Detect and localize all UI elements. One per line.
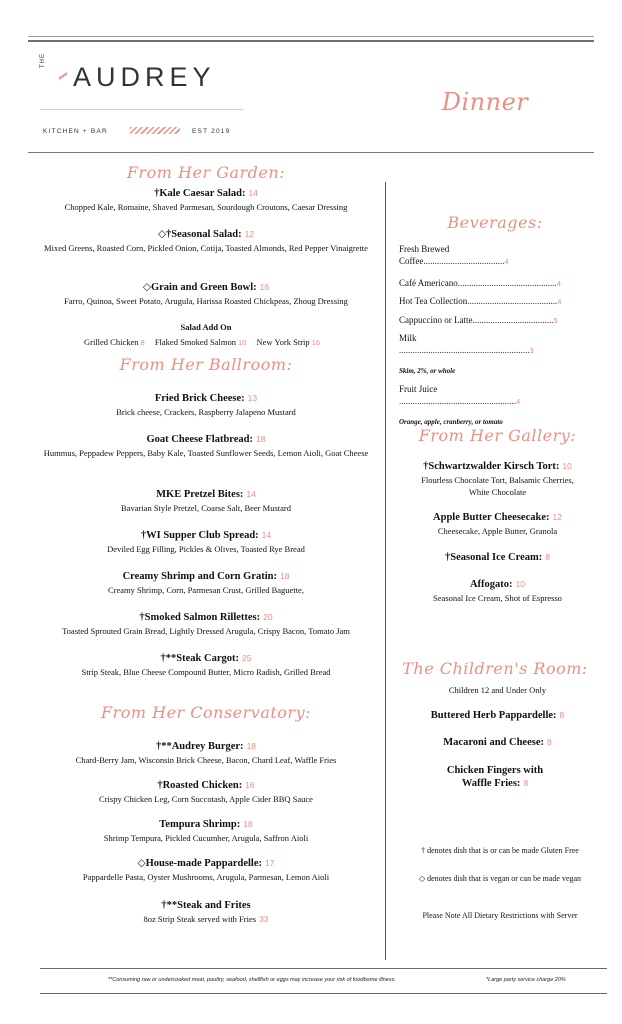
menu-item (28, 857, 384, 884)
addon-title: Salad Add On (180, 322, 232, 332)
item-description: Brick cheese, Crackers, Raspberry Jalapeno Mustard (116, 407, 296, 417)
header-rule-top (28, 36, 594, 37)
beverage-name: Hot Tea Collection (399, 296, 468, 306)
menu-item (28, 570, 384, 597)
item-description: Flourless Chocolate Tort, Balsamic Cherries, White Chocolate (421, 475, 574, 497)
item-name: †**Steak and Frites (161, 900, 251, 911)
logo-divider (40, 109, 243, 110)
item-price: 17 (264, 858, 275, 868)
item-price: 18 (279, 571, 290, 581)
item-price: 8 (559, 710, 565, 720)
menu-item (28, 818, 384, 845)
item-name: ◇†Seasonal Salad: (157, 229, 242, 240)
item-price: 14 (246, 489, 256, 499)
addon-option-price: 16 (311, 338, 320, 347)
item-description: Toasted Sprouted Grain Bread, Lightly Dressed Arugula, Crispy Bacon, Tomato Jam (62, 626, 350, 636)
children-subtitle: Children 12 and Under Only (448, 685, 547, 695)
section-title-conservatory: From Her Conservatory: (100, 703, 312, 722)
menu-item (28, 488, 384, 515)
children-subtitle-wrap (395, 683, 600, 697)
item-name: †Seasonal Ice Cream: (445, 552, 543, 563)
item-price: 13 (247, 393, 258, 403)
item-price: 12 (552, 512, 562, 522)
item-price: 8 (523, 778, 529, 788)
item-description: Crispy Chicken Leg, Corn Succotash, Apple Cider BBQ Sauce (99, 794, 313, 804)
item-price: 16 (259, 282, 270, 292)
beverage-name: Fresh Brewed (399, 244, 450, 254)
item-price: 18 (243, 819, 253, 829)
item-name: †**Audrey Burger: (155, 741, 244, 752)
addon-option-label: Flaked Smoked Salmon (154, 337, 237, 347)
item-price: 8 (546, 737, 552, 747)
legend-dietary: Please Note All Dietary Restrictions with Server (422, 911, 578, 920)
menu-item (395, 460, 600, 498)
leader-dots: .......................................................... (399, 345, 530, 355)
menu-item (28, 529, 384, 556)
item-price: 14 (248, 188, 258, 198)
beverage-item (399, 383, 589, 408)
item-description: 8oz Strip Steak served with Fries (143, 914, 257, 924)
item-name: Goat Cheese Flatbread: (146, 434, 254, 445)
beverage-item (399, 332, 589, 357)
beverage-name: Fruit Juice (399, 384, 438, 394)
item-name: Macaroni and Cheese: (443, 737, 544, 748)
item-price: 33 (259, 914, 269, 924)
addon-option-label: New York Strip (256, 337, 310, 347)
item-name: †Roasted Chicken: (157, 780, 243, 791)
item-price: 14 (261, 530, 272, 540)
item-price: 10 (515, 579, 526, 589)
menu-item (28, 611, 384, 638)
menu-item (395, 551, 600, 564)
footer-rule-bottom (40, 993, 607, 994)
section-title-children: The Children's Room: (402, 659, 588, 678)
item-description: Chopped Kale, Romaine, Shaved Parmesan, Sourdough Croutons, Caesar Dressing (64, 202, 348, 212)
item-name: †Schwartzwalder Kirsch Tort: (423, 461, 560, 472)
beverage-note: Skim, 2%, or whole (399, 367, 456, 375)
menu-item (28, 228, 384, 255)
leader-dots: .................................... (472, 315, 554, 325)
item-description: Farro, Quinoa, Sweet Potato, Arugula, Harissa Roasted Chickpeas, Zhoug Dressing (64, 296, 348, 306)
legend-gluten-free: † denotes dish that is or can be made Gluten Free (421, 846, 579, 855)
item-description: Mixed Greens, Roasted Corn, Pickled Onion, Cotija, Toasted Almonds, Red Pepper Vinaigrette (44, 243, 368, 253)
logo-established: EST 2019 (192, 128, 231, 135)
item-price: 10 (562, 461, 572, 471)
item-description: Creamy Shrimp, Corn, Parmesan Crust, Grilled Baguette, (108, 585, 304, 595)
beverage-name: Cappuccino or Latte (399, 315, 473, 325)
logo-wordmark: AUDREY (73, 62, 216, 92)
item-name: Buttered Herb Pappardelle: (430, 710, 557, 721)
beverage-item (399, 314, 589, 327)
beverage-price: 5 (553, 316, 558, 325)
item-name: Creamy Shrimp and Corn Gratin: (122, 571, 277, 582)
beverage-note: Orange, apple, cranberry, or tomato (399, 418, 503, 426)
beverage-name-line2: Coffee (399, 256, 424, 266)
menu-item (395, 511, 600, 538)
item-name: Affogato: (469, 579, 513, 590)
beverage-price: 4 (556, 279, 561, 288)
item-description: Deviled Egg Filling, Pickles & Olives, Toasted Rye Bread (107, 544, 305, 554)
leader-dots: .................................... (423, 256, 505, 266)
item-name: Fried Brick Cheese: (154, 393, 245, 404)
item-name: ◇Grain and Green Bowl: (142, 282, 257, 293)
item-description: Hummus, Peppadew Peppers, Baby Kale, Toasted Sunflower Seeds, Lemon Aioli, Goat Cheese (43, 448, 369, 458)
item-name: Apple Butter Cheesecake: (433, 512, 550, 523)
header-rule-top-thick (28, 40, 594, 42)
addon-option-price: 10 (238, 338, 247, 347)
section-title-garden: From Her Garden: (126, 163, 286, 182)
legend-vegan: ◇ denotes dish that is vegan or can be made vegan (418, 874, 582, 883)
beverage-price: 4 (557, 297, 562, 306)
leader-dots: ........................................ (467, 296, 558, 306)
beverage-item (399, 295, 589, 308)
item-description: Shrimp Tempura, Pickled Cucumber, Arugula, Saffron Aioli (103, 833, 309, 843)
beverage-name: Milk (399, 333, 417, 343)
beverage-price: 4 (516, 397, 521, 406)
menu-item (440, 764, 550, 790)
footer-food-warning: **Consuming raw or undercooked meat, poultry, seafood, shellfish or eggs may increase your risk of foodborne illness. (108, 977, 396, 983)
page-title: Dinner (441, 88, 529, 116)
menu-item (28, 740, 384, 767)
item-price: 25 (241, 653, 252, 663)
logo-kitchen-bar: KITCHEN + BAR (43, 128, 108, 135)
logo-slash-icon (58, 72, 67, 79)
menu-item (28, 281, 384, 308)
item-price: 20 (263, 612, 273, 622)
item-price: 8 (545, 552, 550, 562)
section-title-ballroom: From Her Ballroom: (119, 355, 293, 374)
item-price: 18 (246, 741, 257, 751)
menu-item (395, 709, 600, 722)
item-description: Seasonal Ice Cream, Shot of Espresso (433, 593, 562, 603)
item-name: †Smoked Salmon Rillettes: (139, 612, 261, 623)
menu-item (28, 779, 384, 806)
addon-option-price: 8 (140, 338, 145, 347)
item-name: †Kale Caesar Salad: (154, 188, 246, 199)
item-price: 16 (245, 780, 255, 790)
item-name: Chicken Fingers with Waffle Fries: (446, 765, 544, 789)
beverage-price: 3 (529, 346, 534, 355)
logo-the: THE (40, 53, 46, 68)
item-description: Cheesecake, Apple Butter, Granola (437, 526, 558, 536)
beverage-name: Café Americano (399, 278, 458, 288)
item-name: Tempura Shrimp: (159, 819, 241, 830)
header-rule-bottom (28, 152, 594, 153)
menu-item (28, 187, 384, 214)
item-name: ◇House-made Pappardelle: (137, 858, 262, 869)
item-name: †**Steak Cargot: (160, 653, 239, 664)
menu-item (395, 736, 600, 749)
footer-rule-top (40, 968, 607, 969)
item-description: Strip Steak, Blue Cheese Compound Butter, Micro Radish, Grilled Bread (81, 667, 331, 677)
item-description: Bavarian Style Pretzel, Coarse Salt, Beer Mustard (121, 503, 291, 513)
beverage-item (399, 277, 589, 290)
beverage-item (399, 243, 589, 268)
menu-item (395, 578, 600, 605)
item-description: Pappardelle Pasta, Oyster Mushrooms, Arugula, Parmesan, Lemon Aioli (82, 872, 330, 882)
footer-service-charge: *Large party service charge 20% (486, 977, 566, 983)
menu-item (28, 433, 384, 460)
menu-item (28, 652, 384, 679)
item-price: 12 (244, 229, 255, 239)
beverage-price: 4 (504, 257, 509, 266)
addon-option-label: Grilled Chicken (83, 337, 139, 347)
logo-stripes-icon (130, 127, 180, 134)
leader-dots: ............................................ (457, 278, 557, 288)
menu-item (28, 899, 384, 926)
item-name: MKE Pretzel Bites: (156, 489, 244, 500)
addon-options (28, 337, 384, 347)
section-title-beverages: Beverages: (447, 213, 543, 232)
item-name: †WI Supper Club Spread: (140, 530, 259, 541)
section-title-gallery: From Her Gallery: (418, 426, 577, 445)
item-price: 18 (256, 434, 266, 444)
item-description: Chard-Berry Jam, Wisconsin Brick Cheese, Bacon, Chard Leaf, Waffle Fries (75, 755, 337, 765)
leader-dots: .................................................... (399, 396, 516, 406)
menu-item (28, 392, 384, 419)
column-divider (385, 182, 386, 960)
